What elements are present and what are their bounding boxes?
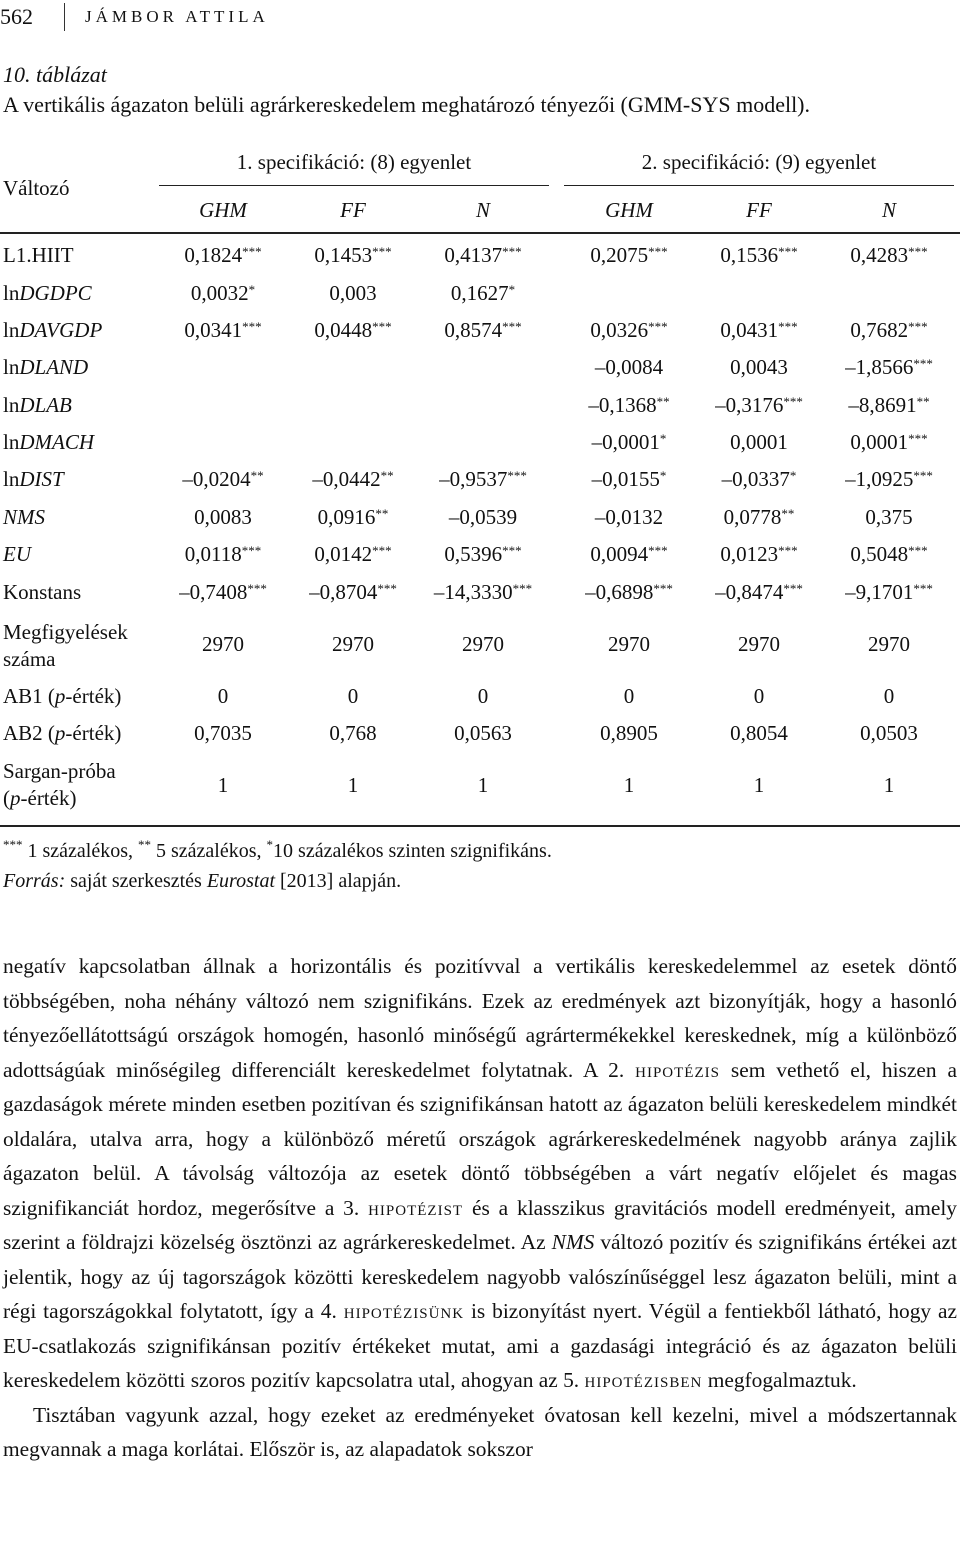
significance-stars: *** [502,543,522,558]
table-cell [288,505,418,529]
coefficient-value: –0,0132 [594,505,664,529]
source-label: Forrás: [3,870,66,892]
coefficient-value: 0,0083 [194,505,252,529]
table-cell [564,467,694,491]
p1-hypothesis-3: hipotézist [368,1195,464,1220]
significance-stars: *** [242,319,262,334]
label-text: ln [3,355,20,379]
coefficient-value: 0,1824 [184,243,243,267]
coefficient-value: –0,8474 [715,580,784,604]
table-cell [158,281,288,305]
coefficient-value: 2970 [868,632,910,656]
p1-text-b: sem vethető el, hiszen a gazdaságok mérete minden esetben pozitívan és szignifikánsan hatott az ágazaton belüli kereskedelem mindkét oldalára, utalva arra, hogy a különböző méretű országok agrárkereskedelmének nagyobb aránya zajlik ágazaton belül. A távolság változója az esetek döntő többségében a várt negatív előjelet és magas szignifikanciát hordoz, megerősítve a 3. [3,1057,957,1220]
page-number: 562 [0,4,33,29]
coefficient-value: 0,1536 [720,243,779,267]
coefficient-value: 0,0001 [730,430,788,454]
table-cell [158,243,288,267]
coefficient-value: –0,0539 [448,505,518,529]
table-cell [418,632,548,656]
coefficient-value: –0,9537 [439,467,508,491]
table-cell [158,505,288,529]
coefficient-value: –0,1368 [588,393,657,417]
coefficient-value: –0,0084 [594,355,664,379]
coefficient-value: 1 [623,773,635,797]
label-italic: DLAND [19,355,89,379]
p1-text-c: és a klasszikus gravitációs modell eredményeit, amely szerint a földrajzi közelség ösztönzi az agrárkereskedelmet. Az [3,1195,957,1254]
coefficient-value: 0,7682 [850,318,909,342]
significance-stars: ** [250,468,264,483]
table-cell [564,542,694,566]
coefficient-value: 0,0326 [590,318,649,342]
running-head-author: JÁMBOR ATTILA [85,7,269,26]
coefficient-value: 0 [623,684,635,708]
table-cell [288,773,418,797]
label-text: ln [3,430,20,454]
p1-text-e: is bizonyítást nyert. Végül a fentiekből látható, hogy az EU-csatlakozás szignifikánsan pozitív értékeket mutat, ami a gazdasági integráció és az ágazaton belüli kereskedelem közötti szoros pozitív kapcsolatra utal, ahogyan az 5. [3,1299,957,1392]
table-cell [418,773,548,797]
coefficient-value: –0,7408 [179,580,248,604]
coefficient-value: 0,0043 [730,355,788,379]
significance-stars: *** [648,319,668,334]
row-label [3,281,92,305]
coefficient-value: –8,8691 [848,393,917,417]
table-cell [694,580,824,604]
coefficient-value: 0 [753,684,765,708]
table-cell [824,430,954,454]
coefficient-value: –9,1701 [845,580,914,604]
label-italic: EU [3,542,31,566]
row-label-line2 [3,786,116,810]
label-italic: p [54,721,66,745]
table-cell [824,684,954,708]
row-label-line1: Megfigyelések [3,620,128,644]
table-cell [158,632,288,656]
significance-stars: *** [908,244,928,259]
label-text: ln [3,393,20,417]
table-cell [694,243,824,267]
sub-header-2: N [475,198,490,222]
table-cell [694,467,824,491]
significance-stars: *** [242,244,262,259]
coefficient-value: 0,0001 [850,430,909,454]
p1-text-f: megfogalmaztuk. [702,1368,857,1392]
significance-stars: *** [908,431,928,446]
table-cell [288,467,418,491]
coefficient-value: –1,0925 [845,467,914,491]
table-cell [824,318,954,342]
coefficient-value: 0,2075 [590,243,649,267]
body-text [3,949,957,1467]
p1-hypothesis-5: hipotézisben [584,1368,703,1392]
label-text: -érték) [20,786,77,810]
p1-hypothesis-2: hipotézis [635,1057,720,1082]
significance-stars: *** [913,468,933,483]
table-cell [824,721,954,745]
coefficient-value: 0,0118 [184,542,242,566]
sig-text-5pct: 5 százalékos, [151,840,267,862]
label-italic: DIST [19,467,64,491]
source-eurostat: Eurostat [206,870,275,892]
table-cell [418,505,548,529]
significance-stars: * [659,468,667,483]
table-cell [564,355,694,379]
coefficient-value: 0,0503 [860,721,918,745]
header-bottom-rule [0,232,960,234]
table-cell [418,721,548,745]
paragraph-2: Tisztában vagyunk azzal, hogy ezeket az eredményeket óvatosan kell kezelni, mivel a módszertannak megvannak a maga korlátai. Először is, az alapadatok sokszor [3,1402,957,1461]
table-cell [824,393,954,417]
row-label-line2: száma [3,647,56,671]
table-cell [288,281,418,305]
significance-stars: *** [908,319,928,334]
row-label [3,467,64,491]
table-cell [694,632,824,656]
label-text: ( [3,786,10,810]
sig-marker-10pct: * [266,837,274,852]
label-text: ln [3,467,20,491]
coefficient-value: 0,1453 [314,243,373,267]
row-label [3,318,102,342]
coefficient-value: –0,6898 [585,580,654,604]
sub-header-1: FF [340,198,366,222]
coefficient-value: 0,0916 [317,505,376,529]
significance-stars: *** [913,356,933,371]
p1-text-d: változó pozitív és szignifikáns értékei azt jelentik, hogy az új tagországok közötti kereskedelem nagyobb valószínűséggel lesz ágazaton belüli, mint a régi tagországokkal folytatott, így a 4. [3,1230,957,1323]
table-cell [694,318,824,342]
significance-stars: *** [377,581,397,596]
coefficient-value: 0,8054 [730,721,788,745]
coefficient-value: 0,003 [329,281,377,305]
running-header [0,4,269,30]
table-cell [694,430,824,454]
table-cell [564,505,694,529]
coefficient-value: 0,5048 [850,542,909,566]
significance-stars: ** [380,468,394,483]
significance-stars: *** [783,581,803,596]
row-label [3,393,72,417]
coefficient-value: –0,0442 [312,467,381,491]
coefficient-value: –14,3330 [433,580,513,604]
coefficient-value: 0 [883,684,895,708]
significance-stars: *** [778,319,798,334]
coefficient-value: 0,7035 [194,721,252,745]
significance-stars: * [248,282,256,297]
row-label [3,580,81,604]
table-cell [418,243,548,267]
label-text: -érték) [65,721,122,745]
table-cell [288,542,418,566]
table-cell [564,243,694,267]
label-italic: p [54,684,66,708]
significance-stars: *** [241,543,262,558]
coefficient-value: 2970 [202,632,244,656]
table-cell [824,773,954,797]
significance-stars: *** [913,581,933,596]
table-cell [824,355,954,379]
table-bottom-rule [0,825,960,827]
coefficient-value: 2970 [608,632,650,656]
significance-stars: *** [512,581,533,596]
table-cell [418,580,548,604]
table-cell [288,721,418,745]
row-label [3,620,128,671]
p1-nms: NMS [551,1230,595,1254]
label-text: ln [3,281,20,305]
sig-marker-5pct: ** [138,837,152,852]
label-text: L1.HIIT [3,243,74,267]
coefficient-value: 0 [477,684,489,708]
significance-stars: * [659,431,667,446]
significance-stars: *** [372,319,392,334]
table-cell [418,684,548,708]
significance-stars: ** [916,394,930,409]
coefficient-value: –0,3176 [715,393,784,417]
label-italic: NMS [3,505,45,529]
coefficient-value: 0,8574 [444,318,503,342]
p1-text-a: negatív kapcsolatban állnak a horizontális és pozitívval a vertikális kereskedelemmel az esetek döntő többségében, noha néhány változó nem szignifikáns. Ezek az eredmények azt bizonyítják, hogy a hasonló tényezőellátottságú országok homogén, hasonló minőségű agrártermékekkel kereskednek, míg a különböző adottságúak minőségileg differenciált kereskedelmet folytatnak. A 2. [3,954,957,1082]
table-cell [824,632,954,656]
significance-stars: * [789,468,797,483]
significance-stars: *** [502,319,522,334]
table-cell [288,243,418,267]
coefficient-value: 2970 [738,632,780,656]
table-cell [824,243,954,267]
row-label [3,684,121,708]
sub-header-4: FF [746,198,772,222]
coefficient-value: 0,4283 [850,243,909,267]
table-cell [694,773,824,797]
row-label [3,505,45,529]
coefficient-value: 0 [347,684,359,708]
coefficient-value: 0,5396 [444,542,503,566]
table-cell [694,721,824,745]
table-cell [418,467,548,491]
significance-stars: *** [502,244,522,259]
coefficient-value: 0,0431 [720,318,779,342]
coefficient-value: 0,0094 [590,542,649,566]
table-cell [694,393,824,417]
coefficient-value: 1 [347,773,359,797]
table-cell [288,684,418,708]
label-text: ln [3,318,20,342]
coefficient-value: 0,768 [329,721,377,745]
table-cell [418,281,548,305]
table-cell [824,580,954,604]
spec1-header: 1. specifikáció: (8) egyenlet [236,150,472,174]
significance-stars: *** [247,581,267,596]
coefficient-value: 0,0032 [190,281,249,305]
coefficient-value: –0,8704 [309,580,378,604]
coefficient-value: –1,8566 [845,355,914,379]
significance-note [3,837,552,863]
row-label [3,355,88,379]
source-year: [2013] alapján. [275,870,402,892]
header-divider [64,3,65,31]
label-text: -érték) [65,684,122,708]
significance-stars: *** [372,543,392,558]
significance-stars: *** [653,581,673,596]
significance-stars: ** [781,506,795,521]
sub-header-3: GHM [605,198,653,222]
coefficient-value: 0,1627 [450,281,509,305]
coefficient-value: –0,0337 [721,467,790,491]
coefficient-value: –0,0001 [591,430,660,454]
sub-header-0: GHM [199,198,247,222]
sig-text-10pct: 10 százalékos szinten szignifikáns. [273,840,552,862]
table-cell [564,773,694,797]
coefficient-value: 1 [883,773,895,797]
coefficient-value: 0,0123 [720,542,779,566]
table-cell [694,542,824,566]
table-cell [288,632,418,656]
table-cell [564,684,694,708]
significance-stars: *** [372,244,392,259]
label-italic: DGDPC [19,281,92,305]
label-italic: p [10,786,21,810]
row-label [3,430,94,454]
label-italic: DAVGDP [19,318,103,342]
table-cell [158,542,288,566]
coefficient-value: –0,0155 [591,467,660,491]
spec2-header: 2. specifikáció: (9) egyenlet [641,150,877,174]
paragraph-1 [3,949,957,1398]
coefficient-value: –0,0204 [182,467,251,491]
sub-header-5: N [881,198,896,222]
coefficient-value: 0,0142 [314,542,373,566]
table-cell [824,542,954,566]
significance-stars: *** [908,543,928,558]
label-text: Konstans [3,580,82,604]
significance-stars: ** [375,506,389,521]
table-cell [694,684,824,708]
source-text: saját szerkesztés [65,870,207,892]
table-cell [288,580,418,604]
table-cell [694,355,824,379]
table-cell [158,318,288,342]
row-label-line1: Sargan-próba [3,759,116,783]
significance-stars: *** [507,468,527,483]
label-italic: DMACH [19,430,95,454]
table-cell [158,684,288,708]
table-cell [564,721,694,745]
row-label [3,721,121,745]
source-note [3,870,401,893]
p1-hypothesis-4: hipotézisünk [343,1299,465,1323]
row-label [3,542,31,566]
coefficient-value: 0,375 [865,505,913,529]
table-cell [418,318,548,342]
spec2-underline [564,185,954,186]
sig-text-1pct: 1 százalékos, [22,840,139,862]
spec1-underline [159,185,549,186]
table-cell [158,580,288,604]
coefficient-value: 0,0341 [184,318,243,342]
significance-stars: *** [783,394,803,409]
label-italic: DLAB [19,393,72,417]
coefficient-value: 2970 [332,632,374,656]
label-text: AB2 ( [3,721,55,745]
significance-stars: ** [656,394,670,409]
table-title: A vertikális ágazaton belüli agrárkereskedelem meghatározó tényezői (GMM-SYS modell). [3,92,811,117]
table-cell [158,773,288,797]
coefficient-value: 0,0563 [454,721,512,745]
sig-marker-1pct: *** [3,837,23,852]
table-cell [158,467,288,491]
coefficient-value: 0,4137 [444,243,503,267]
label-text: AB1 ( [3,684,55,708]
coefficient-value: 0 [217,684,229,708]
significance-stars: *** [648,244,668,259]
table-cell [418,542,548,566]
significance-stars: *** [648,543,668,558]
significance-stars: *** [778,543,798,558]
row-label [3,759,116,810]
coefficient-value: 0,8905 [600,721,658,745]
table-cell [824,505,954,529]
table-cell [564,318,694,342]
significance-stars: * [508,282,516,297]
coefficient-value: 2970 [462,632,504,656]
table-number: 10. táblázat [3,62,107,87]
row-label [3,243,74,267]
table-cell [564,430,694,454]
table-cell [694,505,824,529]
coefficient-value: 0,0448 [314,318,373,342]
significance-stars: *** [778,244,798,259]
coefficient-value: 1 [217,773,229,797]
table-cell [564,393,694,417]
coefficient-value: 1 [477,773,489,797]
table-cell [288,318,418,342]
table-cell [564,632,694,656]
variable-column-header: Változó [3,176,70,200]
table-cell [158,721,288,745]
coefficient-value: 1 [753,773,765,797]
table-cell [564,580,694,604]
coefficient-value: 0,0778 [723,505,782,529]
table-cell [824,467,954,491]
